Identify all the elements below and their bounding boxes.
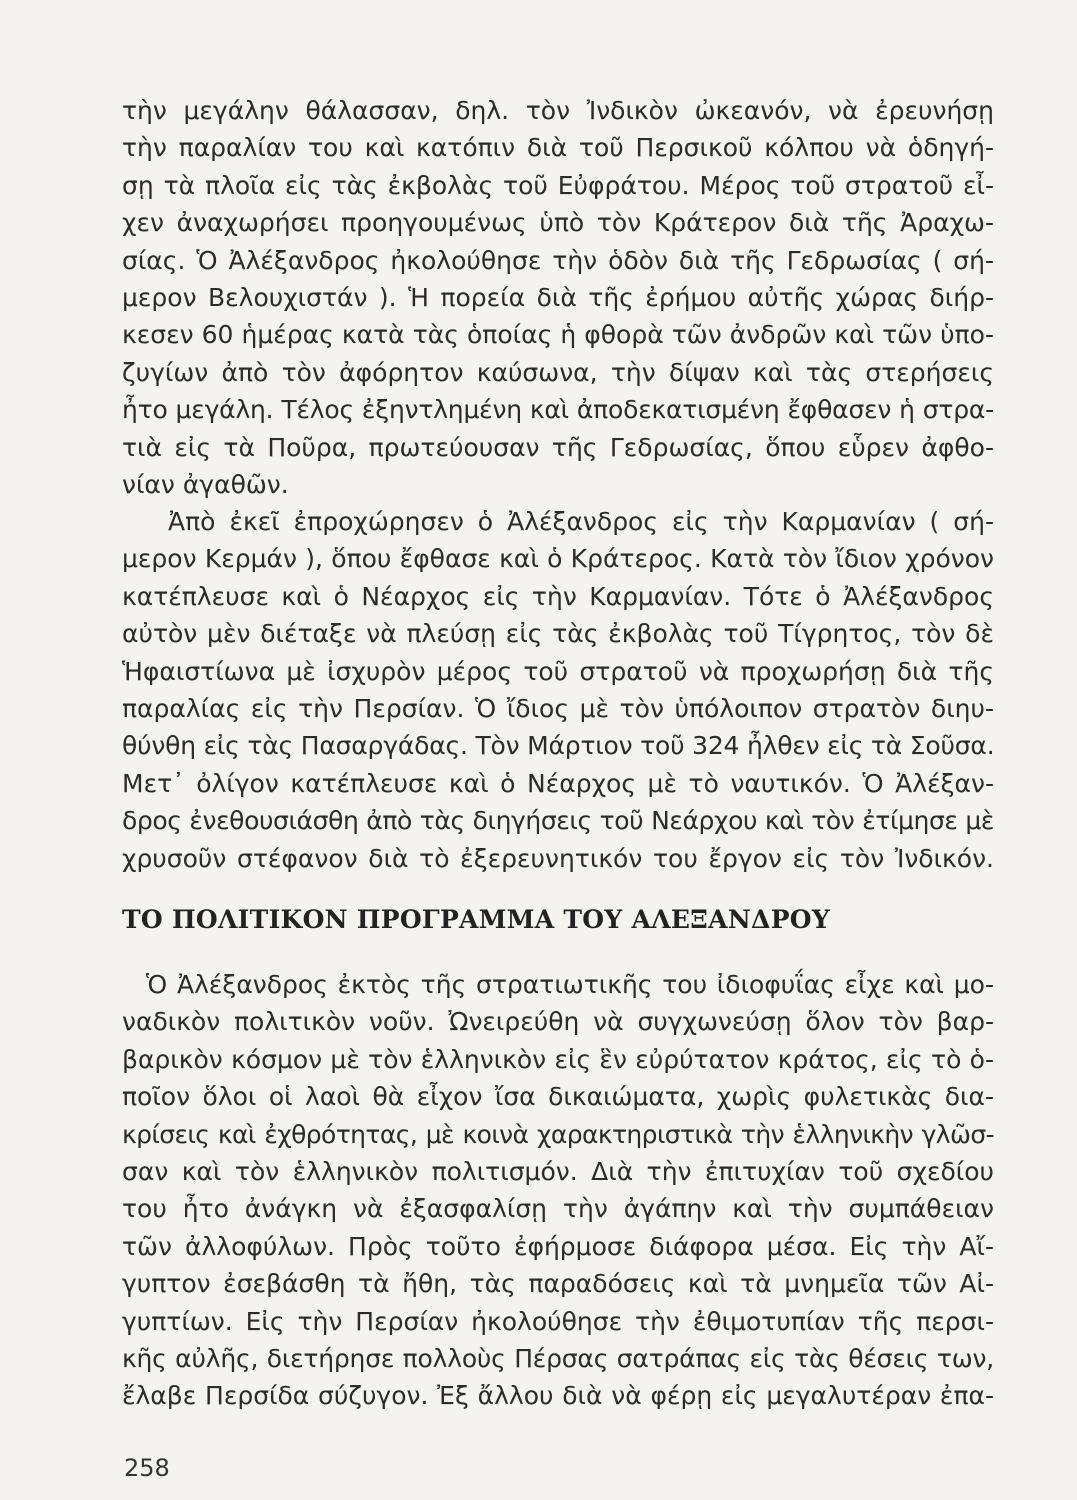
paragraph-line: αὐτὸν μὲν διέταξε νὰ πλεύσῃ εἰς τὰς ἐκβολὰς τοῦ Τίγρητος, τὸν δὲ — [122, 619, 994, 649]
paragraph-line: ἔλαβε Περσίδα σύζυγον. Ἐξ ἄλλου διὰ νὰ φέρῃ εἰς μεγαλυτέραν ἐπα- — [122, 1381, 994, 1411]
paragraph-line: χεν ἀναχωρήσει προηγουμένως ὑπὸ τὸν Κράτερον διὰ τῆς Ἀραχω- — [122, 208, 994, 238]
section-heading: ΤΟ ΠΟΛΙΤΙΚΟΝ ΠΡΟΓΡΑΜΜΑ ΤΟΥ ΑΛΕΞΑΝΔΡΟΥ — [122, 905, 831, 934]
paragraph-line: Ὁ Ἀλέξανδρος ἐκτὸς τῆς στρατιωτικῆς του ἰδιοφυΐας εἶχε καὶ μο- — [146, 970, 994, 999]
paragraph-line: κατέπλευσε καὶ ὁ Νέαρχος εἰς τὴν Καρμανίαν. Τότε ὁ Ἀλέξανδρος — [122, 581, 994, 611]
paragraph-line: κρίσεις καὶ ἐχθρότητας, μὲ κοινὰ χαρακτηριστικὰ τὴν ἑλληνικὴν γλῶσ- — [122, 1119, 994, 1149]
paragraph-line: τιὰ εἰς τὰ Ποῦρα, πρωτεύουσαν τῆς Γεδρωσίας, ὅπου εὗρεν ἀφθο- — [122, 432, 994, 462]
paragraph-line: ποῖον ὅλοι οἱ λαοὶ θὰ εἶχον ἴσα δικαιώματα, χωρὶς φυλετικὰς δια- — [122, 1082, 994, 1112]
paragraph-line: του ἦτο ἀνάγκη νὰ ἐξασφαλίσῃ τὴν ἀγάπην καὶ τὴν συμπάθειαν — [122, 1194, 994, 1224]
paragraph-line: κεσεν 60 ἡμέρας κατὰ τὰς ὁποίας ἡ φθορὰ τῶν ἀνδρῶν καὶ τῶν ὑπο- — [122, 320, 994, 350]
paragraph-line: Ἡφαιστίωνα μὲ ἰσχυρὸν μέρος τοῦ στρατοῦ νὰ προχωρήσῃ διὰ τῆς — [122, 656, 994, 686]
paragraph-line: δρος ἐνεθουσιάσθη ἀπὸ τὰς διηγήσεις τοῦ Νεάρχου καὶ τὸν ἐτίμησε μὲ — [122, 806, 994, 836]
paragraph-line: θύνθη εἰς τὰς Πασαργάδας. Τὸν Μάρτιον τοῦ 324 ἦλθεν εἰς τὰ Σοῦσα. — [122, 731, 995, 761]
paragraph-line: νίαν ἀγαθῶν. — [122, 470, 289, 499]
paragraph-line: μερον Κερμάν ), ὅπου ἔφθασε καὶ ὁ Κράτερος. Κατὰ τὸν ἴδιον χρόνον — [122, 544, 994, 574]
paragraph-line: σαν καὶ τὸν ἑλληνικὸν πολιτισμόν. Διὰ τὴν ἐπιτυχίαν τοῦ σχεδίου — [122, 1157, 994, 1186]
page-number: 258 — [124, 1454, 170, 1482]
paragraph-line: τῶν ἀλλοφύλων. Πρὸς τοῦτο ἐφήρμοσε διάφορα μέσα. Εἰς τὴν Αἴ- — [122, 1231, 994, 1261]
paragraph-line: τὴν μεγάλην θάλασσαν, δηλ. τὸν Ἰνδικὸν ὠκεανόν, νὰ ἐρευνήσῃ — [122, 96, 994, 125]
paragraph-line: μερον Βελουχιστάν ). Ἡ πορεία διὰ τῆς ἐρήμου αὐτῆς χώρας διήρ- — [122, 283, 994, 312]
paragraph-line: χρυσοῦν στέφανον διὰ τὸ ἐξερευνητικόν του ἔργον εἰς τὸν Ἰνδικόν. — [122, 843, 994, 873]
paragraph-line: γυπτίων. Εἰς τὴν Περσίαν ἠκολούθησε τὴν ἐθιμοτυπίαν τῆς περσι- — [122, 1306, 994, 1336]
paragraph-line: κῆς αὐλῆς, διετήρησε πολλοὺς Πέρσας σατράπας εἰς τὰς θέσεις των, — [122, 1344, 994, 1373]
paragraph-line: ζυγίων ἀπὸ τὸν ἀφόρητον καύσωνα, τὴν δίψαν καὶ τὰς στερήσεις — [122, 357, 994, 387]
paragraph-line: Ἀπὸ ἐκεῖ ἐπροχώρησεν ὁ Ἀλέξανδρος εἰς τὴν Καρμανίαν ( σή- — [168, 507, 994, 536]
paragraph-line: τὴν παραλίαν του καὶ κατόπιν διὰ τοῦ Περσικοῦ κόλπου νὰ ὁδηγή- — [122, 133, 994, 163]
paragraph-line: ναδικὸν πολιτικὸν νοῦν. Ὠνειρεύθη νὰ συγχωνεύσῃ ὅλον τὸν βαρ- — [122, 1007, 994, 1037]
paragraph-line: σίας. Ὁ Ἀλέξανδρος ἠκολούθησε τὴν ὁδὸν διὰ τῆς Γεδρωσίας ( σή- — [122, 245, 994, 275]
paragraph-line: βαρικὸν κόσμον μὲ τὸν ἑλληνικὸν εἰς ἓν εὐρύτατον κράτος, εἰς τὸ ὁ- — [122, 1044, 994, 1074]
paragraph-line: Μετ᾽ ὀλίγον κατέπλευσε καὶ ὁ Νέαρχος μὲ τὸ ναυτικόν. Ὁ Ἀλέξαν- — [122, 768, 994, 798]
paragraph-line: γυπτον ἐσεβάσθη τὰ ἤθη, τὰς παραδόσεις καὶ τὰ μνημεῖα τῶν Αἰ- — [122, 1269, 994, 1299]
paragraph-line: σῃ τὰ πλοῖα εἰς τὰς ἐκβολὰς τοῦ Εὐφράτου. Μέρος τοῦ στρατοῦ εἶ- — [122, 170, 994, 200]
paragraph-line: παραλίας εἰς τὴν Περσίαν. Ὁ ἴδιος μὲ τὸν ὑπόλοιπον στρατὸν διηυ- — [122, 694, 994, 723]
paragraph-line: ἦτο μεγάλη. Τέλος ἐξηντλημένη καὶ ἀποδεκατισμένη ἔφθασεν ἡ στρα- — [122, 395, 994, 425]
